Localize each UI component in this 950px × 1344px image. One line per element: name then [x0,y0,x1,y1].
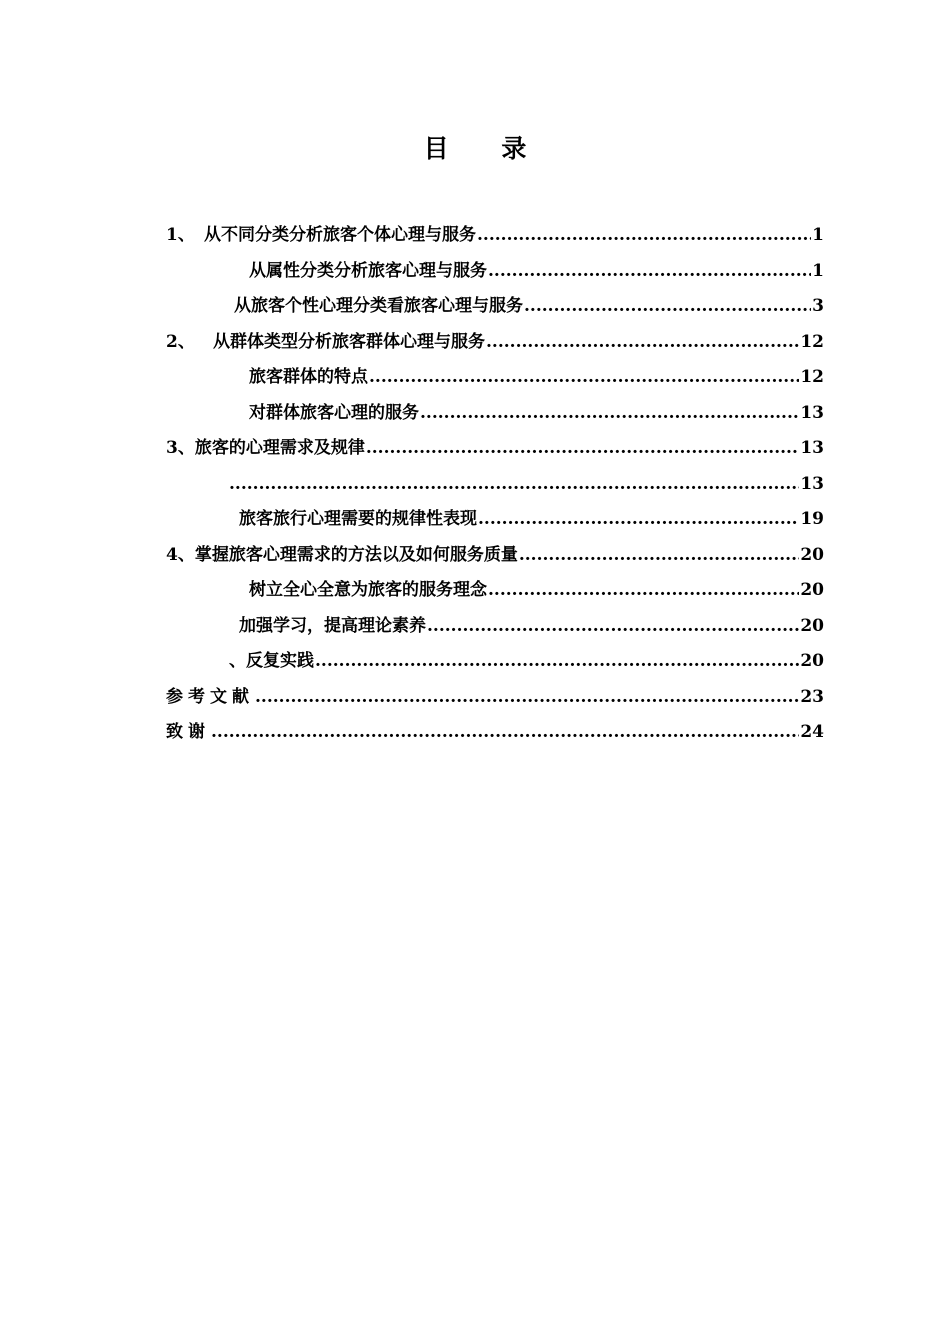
toc-entry-title: 旅客群体的特点 [249,367,368,387]
toc-entry-number: 2、 [166,331,195,352]
toc-title: 目 录 [423,134,549,163]
toc-entry[interactable] [166,502,824,538]
toc-entry[interactable] [166,644,824,680]
toc-page-number: 19 [800,509,824,529]
toc-entry[interactable] [166,218,824,254]
toc-page-number: 23 [800,686,824,707]
toc-entry[interactable] [166,538,824,574]
toc-entry-number: 1、 [166,225,195,245]
toc-entry-title: 从群体类型分析旅客群体心理与服务 [213,331,485,352]
toc-dot-leader [427,609,799,645]
toc-entry-title: 对群体旅客心理的服务 [249,402,419,423]
toc-dot-leader [255,680,799,716]
toc-entry[interactable] [166,467,824,503]
toc-page-number: 13 [800,438,824,458]
toc-entry[interactable] [166,573,824,609]
toc-page-number: 13 [800,473,824,494]
toc-entry[interactable] [166,254,824,290]
toc-entry-title: 加强学习，提高理论素养 [239,615,426,636]
toc-page-number: 20 [800,615,824,636]
toc-entry[interactable] [166,431,824,467]
toc-dot-leader [229,467,799,503]
toc-entry-title: 参考文献 [166,686,254,707]
toc-entry-title: 旅客旅行心理需要的规律性表现 [239,509,477,529]
toc-page-number: 20 [800,544,824,565]
toc-entry[interactable] [166,680,824,716]
toc-page-number: 20 [800,580,824,600]
toc-page-number: 13 [800,402,824,423]
toc-page-number: 12 [800,367,824,387]
toc-entry[interactable] [166,325,824,361]
toc-page-number: 3 [812,296,824,316]
toc-entry-title: 致谢 [166,722,210,742]
toc-dot-leader [211,715,799,751]
table-of-contents [166,218,824,751]
toc-dot-leader [478,502,799,538]
toc-entry-title: 3、旅客的心理需求及规律 [166,438,365,458]
toc-page-number: 24 [800,722,824,742]
toc-dot-leader [519,538,800,574]
toc-dot-leader [488,254,811,290]
toc-entry[interactable] [166,396,824,432]
toc-dot-leader [366,431,800,467]
toc-entry-title: 树立全心全意为旅客的服务理念 [249,580,487,600]
toc-entry-title: 从不同分类分析旅客个体心理与服务 [204,225,476,245]
toc-page-number: 12 [800,331,824,352]
toc-page-number: 1 [812,260,824,281]
toc-page-number: 20 [800,651,824,671]
toc-entry-title: 4、掌握旅客心理需求的方法以及如何服务质量 [166,544,518,565]
toc-entry-title: 从旅客个性心理分类看旅客心理与服务 [234,296,523,316]
toc-entry[interactable] [166,715,824,751]
toc-dot-leader [477,218,811,254]
toc-page-number: 1 [812,225,824,245]
toc-dot-leader [488,573,799,609]
toc-entry[interactable] [166,609,824,645]
toc-entry-title: 、反复实践 [229,651,314,671]
toc-dot-leader [420,396,799,432]
toc-entry[interactable] [166,360,824,396]
toc-entry[interactable] [166,289,824,325]
toc-dot-leader [369,360,799,396]
toc-entry-title: 从属性分类分析旅客心理与服务 [249,260,487,281]
toc-dot-leader [315,644,799,680]
toc-dot-leader [524,289,811,325]
toc-dot-leader [486,325,799,361]
